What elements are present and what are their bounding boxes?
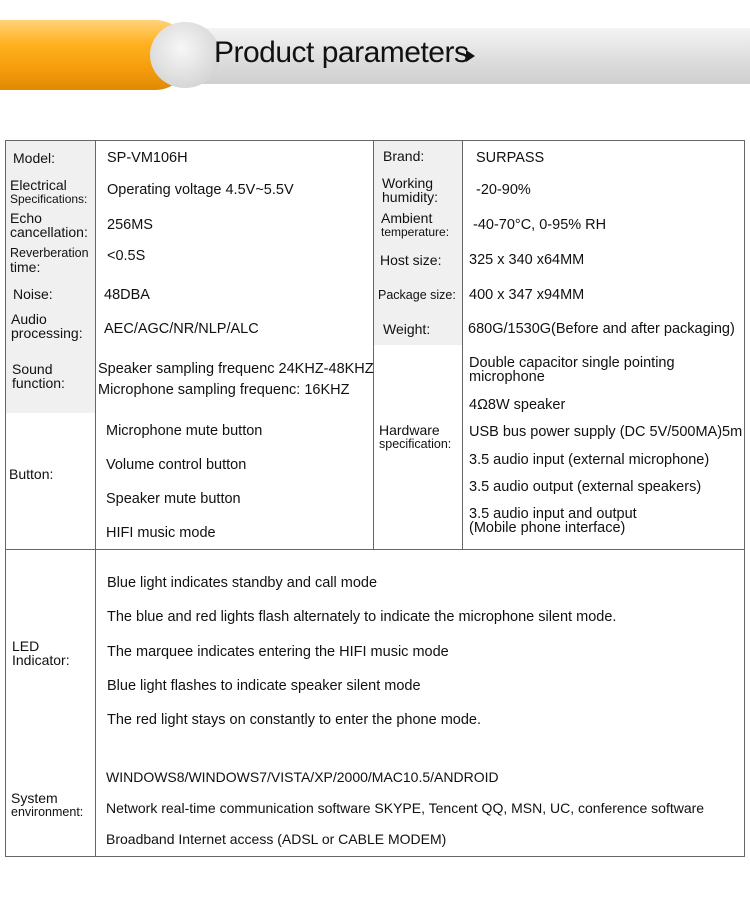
divider-right-label (462, 140, 463, 550)
button-value-1: Microphone mute button (106, 423, 263, 439)
hardware-value-2: 4Ω8W speaker (469, 397, 566, 413)
system-value-1: WINDOWS8/WINDOWS7/VISTA/XP/2000/MAC10.5/ANDROID (106, 769, 499, 785)
system-label-line2: environment: (11, 805, 84, 819)
hardware-label (379, 423, 451, 451)
hardware-value-5: 3.5 audio output (external speakers) (469, 479, 702, 495)
label-column-shade-2 (374, 141, 462, 345)
system-label (11, 791, 83, 819)
hardware-value-1a: Double capacitor single pointing (469, 355, 675, 371)
ambient-value: -40-70°C, 0-95% RH (473, 217, 607, 233)
echo-label-line2: cancellation: (10, 224, 88, 240)
system-value-2: Network real-time communication software SKYPE, Tencent QQ, MSN, UC, conference software (106, 800, 705, 816)
led-value-3: The marquee indicates entering the HIFI music mode (107, 644, 449, 660)
arrow-right-icon (466, 50, 475, 62)
model-label: Model: (13, 150, 56, 166)
led-value-2: The blue and red lights flash alternately to indicate the microphone silent mode. (107, 609, 617, 625)
led-value-5: The red light stays on constantly to enter the phone mode. (107, 712, 482, 728)
humidity-label-line2: humidity: (382, 189, 439, 205)
audio-label-line2: processing: (11, 325, 83, 341)
hardware-value-6b: (Mobile phone interface) (469, 520, 626, 536)
ambient-label (381, 211, 449, 239)
hardware-value-3: USB bus power supply (DC 5V/500MA)5m (469, 424, 743, 440)
echo-value: 256MS (107, 217, 153, 233)
humidity-value: -20-90% (476, 182, 531, 198)
divider-led-top (5, 549, 745, 550)
led-value-1: Blue light indicates standby and call mode (107, 575, 378, 591)
sound-label-line1: Sound (12, 361, 53, 377)
host-value: 325 x 340 x64MM (469, 252, 585, 268)
divider-left-column (95, 140, 96, 857)
electrical-label (10, 178, 87, 206)
audio-label (11, 312, 83, 340)
table-border-right (744, 140, 745, 857)
hardware-value-1b: microphone (469, 369, 545, 385)
sound-label-line2: function: (12, 375, 65, 391)
weight-label: Weight: (383, 321, 431, 337)
noise-label: Noise: (13, 286, 53, 302)
sound-label (12, 362, 65, 390)
hardware-label-line1: Hardware (379, 422, 440, 438)
noise-value: 48DBA (104, 287, 150, 303)
table-border-bottom (5, 856, 745, 857)
hardware-label-line2: specification: (379, 437, 452, 451)
table-border-top (5, 140, 745, 141)
reverb-label-line2: time: (10, 259, 41, 275)
package-value: 400 x 347 x94MM (469, 287, 585, 303)
led-label-line1: LED (12, 638, 40, 654)
electrical-value: Operating voltage 4.5V~5.5V (107, 182, 294, 198)
audio-value: AEC/AGC/NR/NLP/ALC (104, 321, 259, 337)
echo-label (10, 211, 88, 239)
humidity-label-line1: Working (382, 175, 434, 191)
led-label-line2: Indicator: (12, 652, 70, 668)
model-value: SP-VM106H (107, 150, 188, 166)
led-value-4: Blue light flashes to indicate speaker silent mode (107, 678, 421, 694)
electrical-label-line1: Electrical (10, 177, 67, 193)
system-value-3: Broadband Internet access (ADSL or CABLE MODEM) (106, 831, 447, 847)
ambient-label-line2: temperature: (381, 225, 450, 239)
reverb-value: <0.5S (107, 248, 146, 264)
humidity-label (382, 176, 438, 204)
echo-label-line1: Echo (10, 210, 42, 226)
button-value-2: Volume control button (106, 457, 247, 473)
section-title: Product parameters (214, 36, 469, 69)
brand-label: Brand: (383, 148, 425, 164)
banner-tube-cap (150, 22, 220, 88)
divider-middle (373, 140, 374, 550)
reverb-label (10, 246, 89, 274)
weight-value: 680G/1530G(Before and after packaging) (468, 321, 735, 337)
table-border-left (5, 140, 6, 857)
led-label (12, 639, 70, 667)
package-label: Package size: (378, 288, 456, 302)
sound-value-1: Speaker sampling frequenc 24KHZ-48KHZ (98, 361, 374, 377)
reverb-label-line1: Reverberation (10, 246, 89, 260)
audio-label-line1: Audio (11, 311, 47, 327)
sound-value-2: Microphone sampling frequenc: 16KHZ (98, 382, 350, 398)
button-label: Button: (9, 466, 54, 482)
hardware-value-6a: 3.5 audio input and output (469, 506, 637, 522)
section-banner (0, 20, 750, 90)
button-value-3: Speaker mute button (106, 491, 241, 507)
brand-value: SURPASS (476, 150, 545, 166)
electrical-label-line2: Specifications: (10, 192, 88, 206)
button-value-4: HIFI music mode (106, 525, 216, 541)
ambient-label-line1: Ambient (381, 210, 433, 226)
host-label: Host size: (380, 252, 442, 268)
hardware-value-4: 3.5 audio input (external microphone) (469, 452, 710, 468)
system-label-line1: System (11, 790, 58, 806)
